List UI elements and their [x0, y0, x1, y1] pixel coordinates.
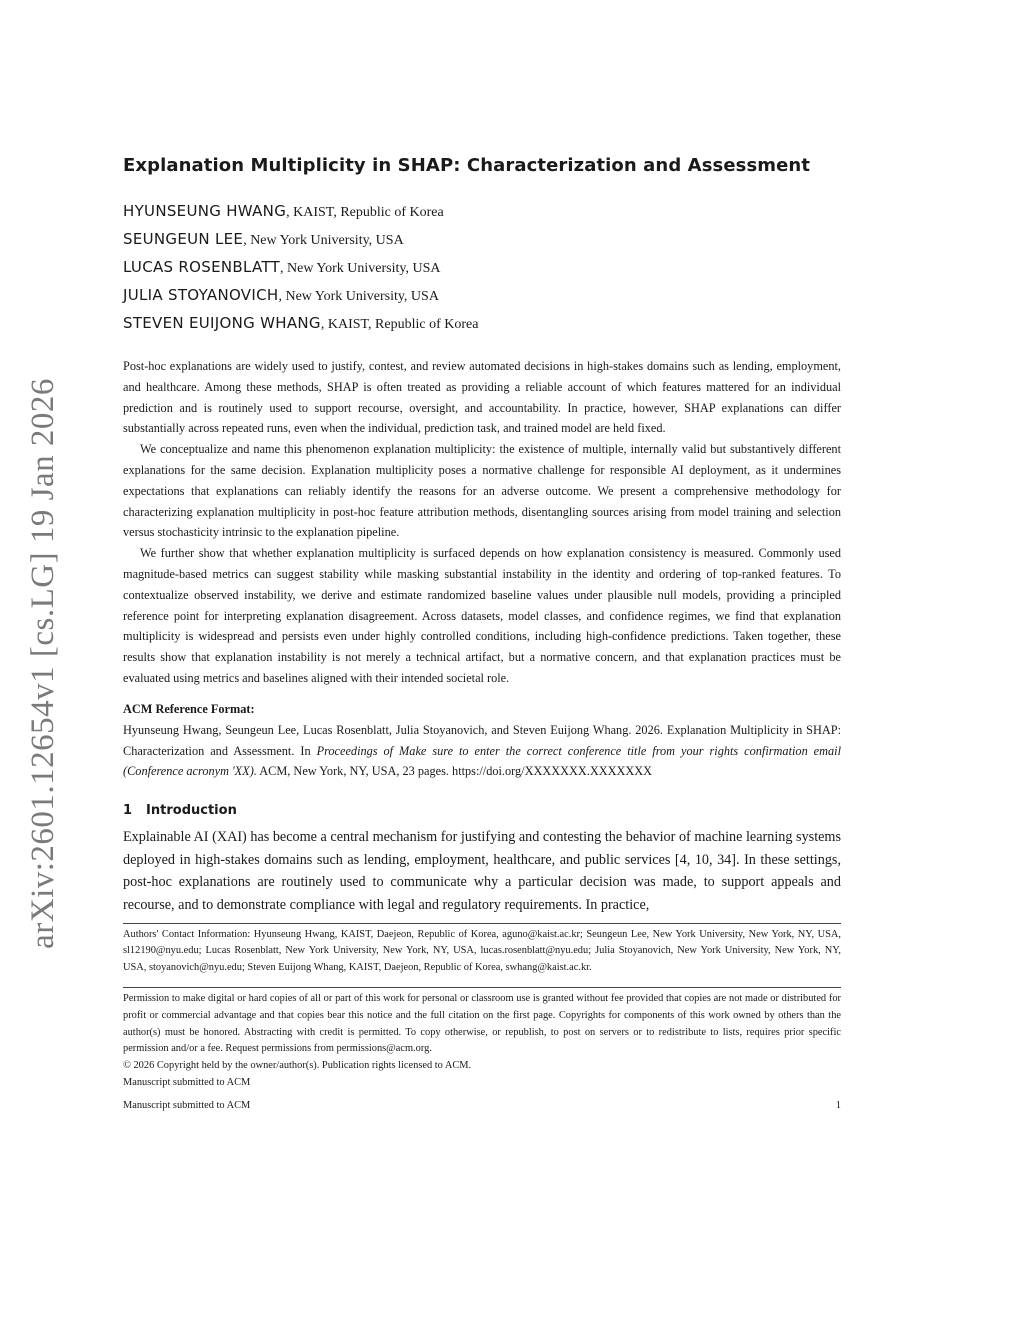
author-affiliation: , KAIST, Republic of Korea	[286, 205, 444, 220]
page-number: 1	[835, 1100, 841, 1111]
author-entry	[123, 198, 841, 226]
abstract-paragraph: We further show that whether explanation multiplicity is surfaced depends on how explanation consistency is measured. Commonly used magnitude-based metrics can suggest stability while masking substantial instability in the identity and ordering of top-ranked features. To contextualize observed instability, we derive and estimate randomized baseline values under plausible null models, providing a principled reference point for interpreting explanation disagreement. Across datasets, model classes, and confidence regimes, we find that explanation multiplicity is widespread and persists even under highly controlled conditions, including high-confidence predictions. Taken together, these results show that explanation instability is not merely a technical artifact, but a normative concern, and that explanation practices must be evaluated using metrics and baselines aligned with their intended societal role.	[123, 546, 841, 685]
author-name: SEUNGEUN LEE	[123, 230, 244, 248]
author-list	[123, 198, 841, 338]
paper-title: Explanation Multiplicity in SHAP: Characterization and Assessment	[123, 155, 811, 176]
author-name: HYUNSEUNG HWANG	[123, 202, 287, 220]
author-contact-info: Authors' Contact Information: Hyunseung Hwang, KAIST, Daejeon, Republic of Korea, aguno@kaist.ac.kr; Seungeun Lee, New York University, New York, NY, USA, sl12190@nyu.edu; Lucas Rosenblatt, New York University, New York, NY, USA, lucas.rosenblatt@nyu.edu; Julia Stoyanovich, New York University, New York, NY, USA, stoyanovich@nyu.edu; Steven Euijong Whang, KAIST, Daejeon, Republic of Korea, swhang@kaist.ac.kr.	[123, 928, 841, 974]
copyright-notice: © 2026 Copyright held by the owner/author(s). Publication rights licensed to ACM.	[123, 1060, 472, 1072]
arxiv-id: arXiv:2601.12654v1 [cs.LG] 19 Jan 2026	[24, 377, 61, 949]
paper-page	[123, 150, 841, 1092]
arxiv-sidebar-stamp	[18, 376, 68, 950]
permission-notice: Permission to make digital or hard copies of all or part of this work for personal or classroom use is granted without fee provided that copies are not made or distributed for profit or commercial advantage and that copies bear this notice and the full citation on the first page. Copyrights for components of this work owned by others than the author(s) must be honored. Abstracting with credit is permitted. To copy otherwise, or republish, to post on servers or to redistribute to lists, requires prior specific permission and/or a fee. Request permissions from permissions@acm.org.	[123, 992, 841, 1055]
author-entry	[123, 226, 841, 254]
abstract-paragraph: Post-hoc explanations are widely used to justify, contest, and review automated decisions in high-stakes domains such as lending, employment, and healthcare. Among these methods, SHAP is often treated as providing a reliable account of which features mattered for an individual prediction and is routinely used to support recourse, oversight, and accountability. In practice, however, SHAP explanations can differ substantially across repeated runs, even when the individual, prediction task, and trained model are held fixed.	[123, 359, 841, 436]
author-name: STEVEN EUIJONG WHANG	[123, 314, 321, 332]
reference-format-heading: ACM Reference Format:	[123, 701, 255, 716]
introduction-text: Explainable AI (XAI) has become a central mechanism for justifying and contesting the behavior of machine learning systems deployed in high-stakes domains such as lending, employment, healthcare, and public services [4, 10, 34]. In these settings, post-hoc explanations are routinely used to communicate why a particular decision was made, to support appeals and recourse, and to demonstrate compliance with legal and regulatory requirements. In practice,	[123, 829, 841, 913]
reference-format-text	[123, 720, 841, 782]
page-footer	[123, 1100, 841, 1111]
author-affiliation: , New York University, USA	[278, 289, 439, 304]
footer-manuscript-note: Manuscript submitted to ACM	[123, 1100, 251, 1111]
permission-divider	[123, 987, 841, 988]
abstract	[123, 356, 841, 689]
reference-citation: Hyunseung Hwang, Seungeun Lee, Lucas Rosenblatt, Julia Stoyanovich, and Steven Euijong Whang. 2026. Explanation Multiplicity in SHAP: Characterization and Assessment. In	[123, 722, 841, 758]
author-affiliation: , New York University, USA	[280, 261, 441, 276]
section-number: 1	[123, 803, 133, 819]
author-affiliation: , KAIST, Republic of Korea	[320, 317, 479, 332]
author-entry	[123, 254, 841, 282]
author-entry	[123, 310, 841, 338]
abstract-paragraph: We conceptualize and name this phenomenon explanation multiplicity: the existence of multiple, internally valid but substantively different explanations for the same decision. Explanation multiplicity poses a normative challenge for responsible AI deployment, as it undermines expectations that explanations can reliably identify the reasons for an adverse outcome. We present a comprehensive methodology for characterizing explanation multiplicity in post-hoc feature attribution methods, disentangling sources arising from model training and selection versus stochasticity intrinsic to the explanation pipeline.	[123, 442, 841, 540]
section-heading	[123, 803, 841, 818]
reference-publisher: ACM, New York, NY, USA, 23 pages. https://doi.org/XXXXXXX.XXXXXXX	[256, 764, 652, 779]
manuscript-note: Manuscript submitted to ACM	[123, 1076, 251, 1088]
author-entry	[123, 282, 841, 310]
section-title: Introduction	[146, 803, 237, 819]
author-name: LUCAS ROSENBLATT	[123, 258, 281, 276]
footnote-divider	[123, 923, 841, 924]
reference-proceedings: Proceedings of Make sure to enter the correct conference title from your rights confirmation email (Conference acronym 'XX).	[123, 743, 841, 779]
author-name: JULIA STOYANOVICH	[123, 286, 279, 304]
author-affiliation: , New York University, USA	[243, 233, 404, 248]
